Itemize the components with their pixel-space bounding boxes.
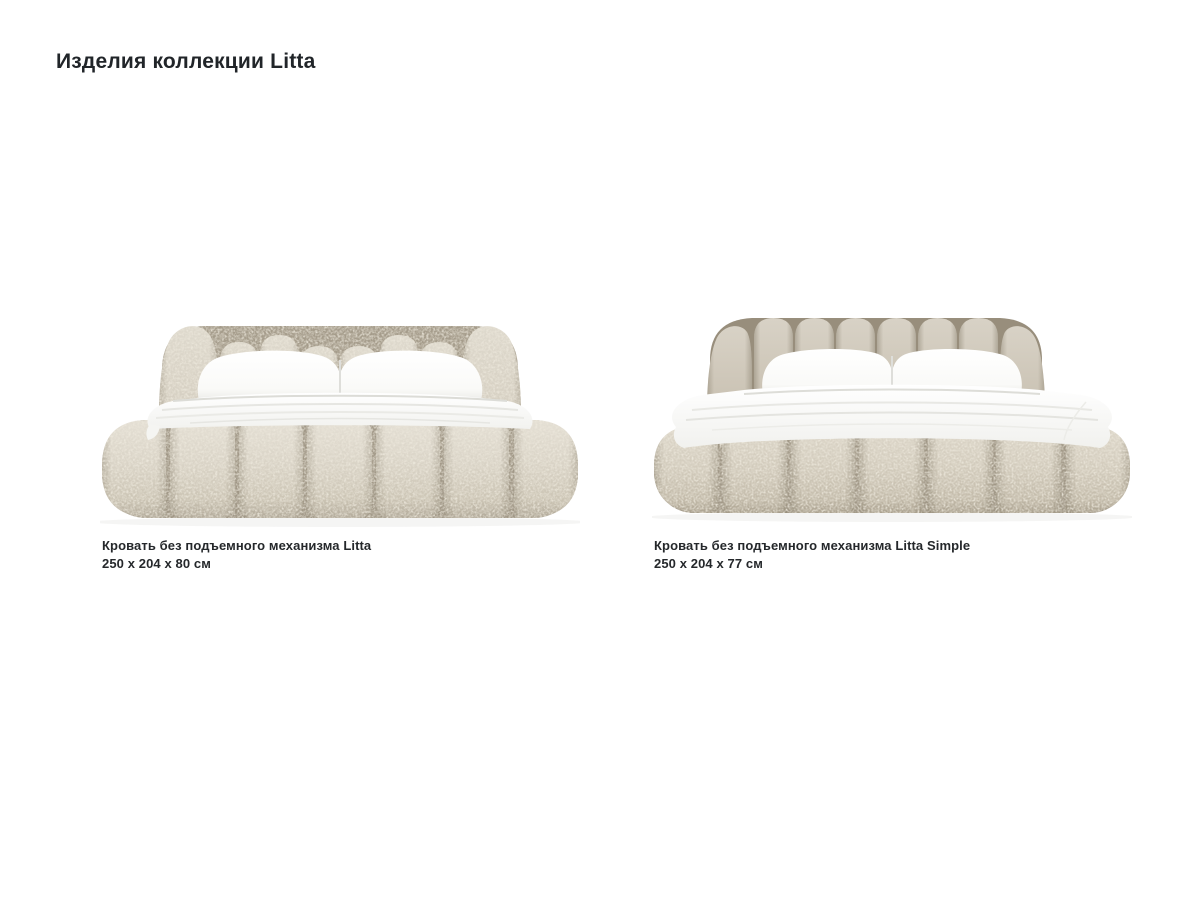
product-name: Кровать без подъемного механизма Litta	[102, 538, 372, 553]
product-caption	[652, 537, 1132, 573]
floor-shadow	[652, 512, 1132, 522]
product-card-litta-simple[interactable]	[652, 298, 1132, 573]
floor-shadow	[100, 517, 580, 527]
products-row	[100, 298, 1132, 573]
product-name: Кровать без подъемного механизма Litta Simple	[654, 538, 971, 553]
product-image-litta	[100, 298, 580, 530]
product-dimensions: 250 x 204 x 77 см	[654, 556, 763, 571]
bed-base	[102, 420, 578, 518]
page-title: Изделия коллекции Litta	[56, 50, 316, 73]
litta-simple-bed-illustration	[652, 298, 1132, 530]
product-dimensions: 250 x 204 x 80 см	[102, 556, 211, 571]
product-caption	[100, 537, 580, 573]
litta-bed-illustration	[100, 298, 580, 530]
product-image-litta-simple	[652, 298, 1132, 530]
product-card-litta[interactable]	[100, 298, 580, 573]
